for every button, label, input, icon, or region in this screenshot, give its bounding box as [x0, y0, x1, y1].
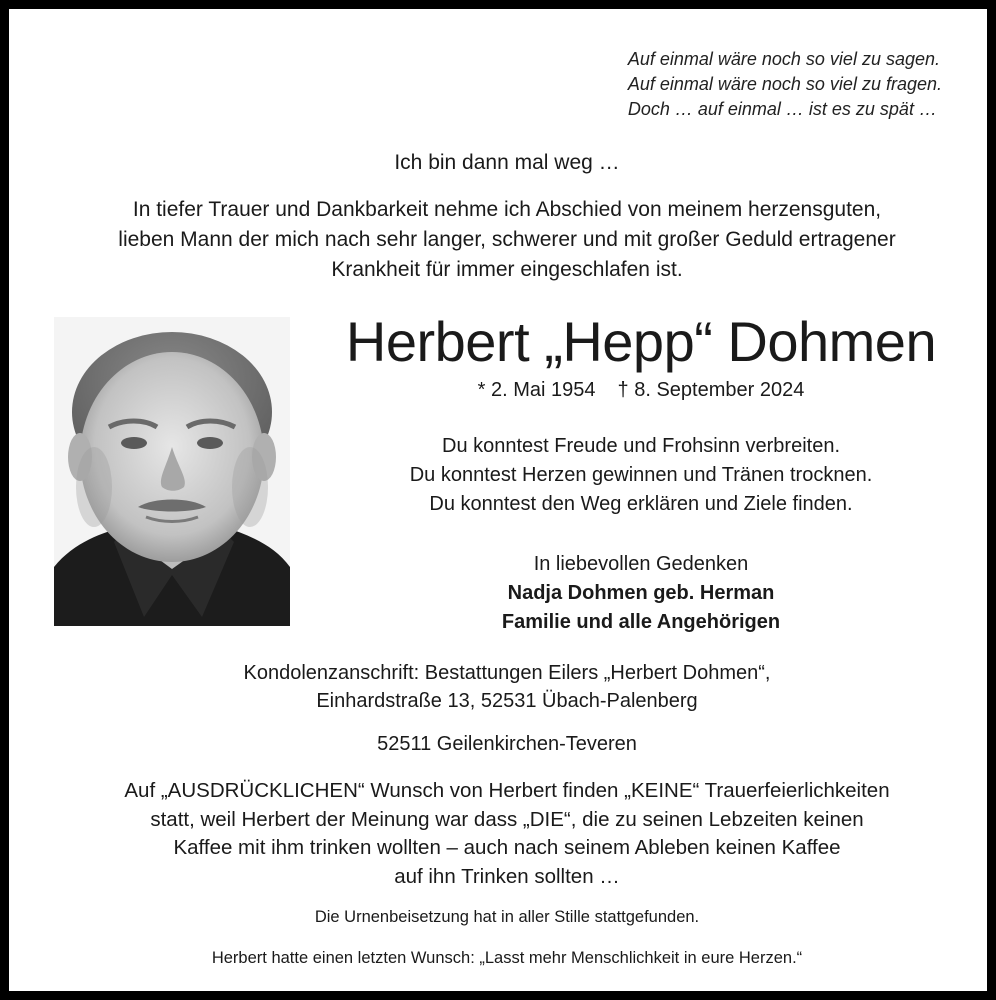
- memorial-verse: [309, 432, 973, 519]
- life-dates: [309, 379, 973, 402]
- wish-line: auf ihn Trinken sollten …: [394, 864, 620, 888]
- second-address: 52511 Geilenkirchen-Teveren: [377, 733, 637, 755]
- verse-line: Du konntest den Weg erklären und Ziele finden.: [429, 493, 853, 515]
- mourners-block: [309, 550, 973, 637]
- poem-line: Auf einmal wäre noch so viel zu fragen.: [627, 74, 942, 94]
- wish-paragraph: [9, 777, 996, 891]
- poem: [628, 47, 942, 122]
- condolence-line: Einhardstraße 13, 52531 Übach-Palenberg: [316, 690, 698, 712]
- announcement: [9, 195, 996, 285]
- urn-burial-note: Die Urnenbeisetzung hat in aller Stille stattgefunden.: [314, 908, 700, 926]
- condolence-line: Kondolenzanschrift: Bestattungen Eilers „Herbert Dohmen“,: [243, 662, 771, 684]
- verse-line: Du konntest Freude und Frohsinn verbreiten.: [442, 435, 840, 457]
- birth-date: * 2. Mai 1954: [477, 379, 596, 401]
- intro-line: Ich bin dann mal weg …: [394, 151, 620, 174]
- last-wish: Herbert hatte einen letzten Wunsch: „Lasst mehr Menschlichkeit in eure Herzen.“: [211, 949, 803, 967]
- announcement-line: Krankheit für immer eingeschlafen ist.: [331, 258, 683, 281]
- wish-line: Auf „AUSDRÜCKLICHEN“ Wunsch von Herbert finden „KEINE“ Trauerfeierlichkeiten: [124, 779, 890, 802]
- poem-line: Auf einmal wäre noch so viel zu sagen.: [627, 49, 940, 69]
- condolence-address: [9, 659, 996, 715]
- announcement-line: lieben Mann der mich nach sehr langer, schwerer und mit großer Geduld ertragener: [118, 228, 896, 251]
- announcement-line: In tiefer Trauer und Dankbarkeit nehme ich Abschied von meinem herzensguten,: [132, 198, 882, 221]
- poem-line: Doch … auf einmal … ist es zu spät …: [627, 99, 937, 119]
- portrait-photo: [54, 317, 290, 626]
- wish-line: statt, weil Herbert der Meinung war dass „DIE“, die zu seinen Lebzeiten keinen: [150, 807, 864, 831]
- wish-line: Kaffee mit ihm trinken wollten – auch nach seinem Ableben keinen Kaffee: [173, 836, 841, 859]
- portrait-image: [54, 317, 290, 626]
- deceased-name: Herbert „Hepp“ Dohmen: [345, 310, 937, 373]
- memory-line: In liebevollen Gedenken: [533, 553, 749, 575]
- mourner-name: Nadja Dohmen geb. Herman: [507, 582, 775, 604]
- mourner-family: Familie und alle Angehörigen: [501, 611, 781, 633]
- verse-line: Du konntest Herzen gewinnen und Tränen trocknen.: [409, 464, 873, 486]
- death-date: † 8. September 2024: [617, 379, 805, 401]
